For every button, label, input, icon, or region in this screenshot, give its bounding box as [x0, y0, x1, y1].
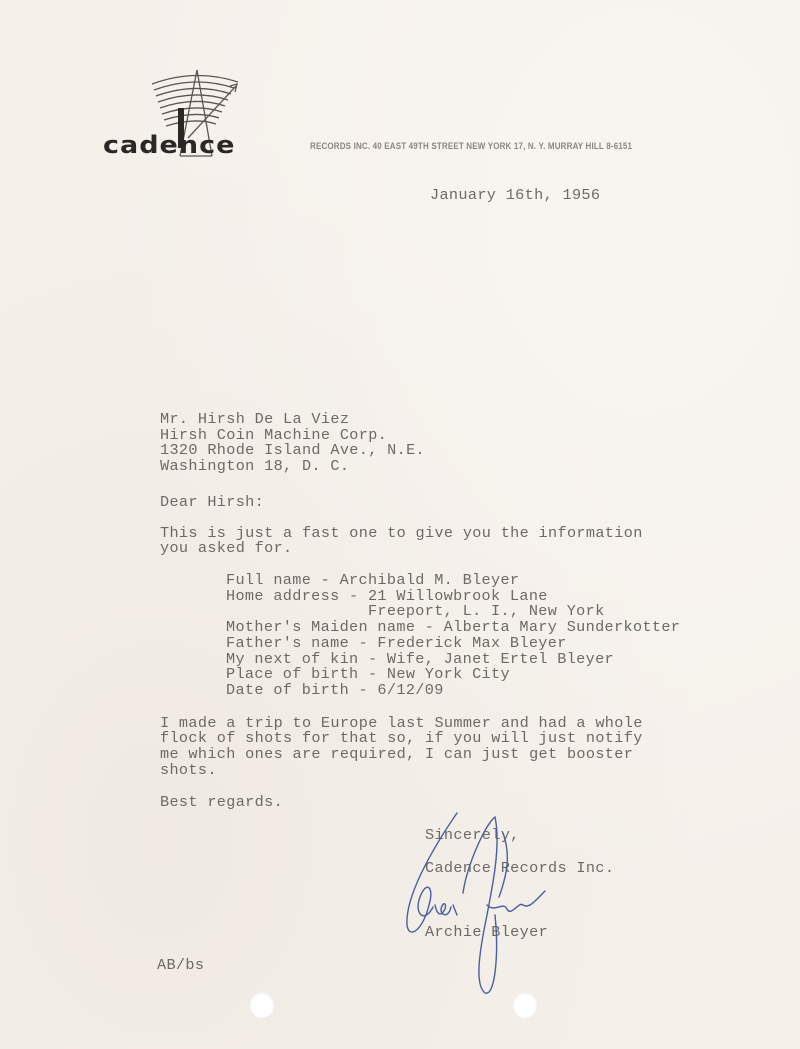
- punch-hole-right: [513, 992, 537, 1018]
- signer-name: Archie Bleyer: [425, 923, 549, 941]
- detail-line: Father's name - Frederick Max Bleyer: [226, 634, 567, 652]
- paragraph-line: shots.: [160, 761, 217, 779]
- reference-initials: AB/bs: [157, 956, 205, 974]
- paragraph-line: flock of shots for that so, if you will just notify: [160, 729, 643, 747]
- recipient-line: 1320 Rhode Island Ave., N.E.: [160, 441, 425, 459]
- detail-line: Home address - 21 Willowbrook Lane: [226, 587, 548, 605]
- brand-wordmark: cadence: [103, 131, 236, 160]
- detail-line: Full name - Archibald M. Bleyer: [226, 571, 520, 589]
- complimentary-close: Sincerely,: [425, 826, 520, 844]
- detail-line: Place of birth - New York City: [226, 665, 510, 683]
- detail-line: Mother's Maiden name - Alberta Mary Sunderkotter: [226, 618, 681, 636]
- closing-line: Best regards.: [160, 793, 284, 811]
- detail-line: My next of kin - Wife, Janet Ertel Bleyer: [226, 650, 615, 668]
- detail-line: Date of birth - 6/12/09: [226, 681, 444, 699]
- paragraph-line: This is just a fast one to give you the information: [160, 524, 643, 542]
- salutation: Dear Hirsh:: [160, 493, 265, 511]
- recipient-line: Hirsh Coin Machine Corp.: [160, 426, 388, 444]
- recipient-line: Washington 18, D. C.: [160, 457, 350, 475]
- handwritten-signature: [395, 805, 575, 1000]
- paragraph-line: I made a trip to Europe last Summer and had a whole: [160, 714, 643, 732]
- detail-line: Freeport, L. I., New York: [226, 602, 605, 620]
- letter-date: January 16th, 1956: [430, 186, 601, 204]
- letterhead-address: RECORDS INC. 40 EAST 49TH STREET NEW YORK 17, N. Y. MURRAY HILL 8-6151: [310, 141, 633, 151]
- punch-hole-left: [250, 992, 274, 1018]
- paragraph-line: you asked for.: [160, 539, 293, 557]
- recipient-line: Mr. Hirsh De La Viez: [160, 410, 350, 428]
- company-name: Cadence Records Inc.: [425, 859, 615, 877]
- paragraph-line: me which ones are required, I can just get booster: [160, 745, 634, 763]
